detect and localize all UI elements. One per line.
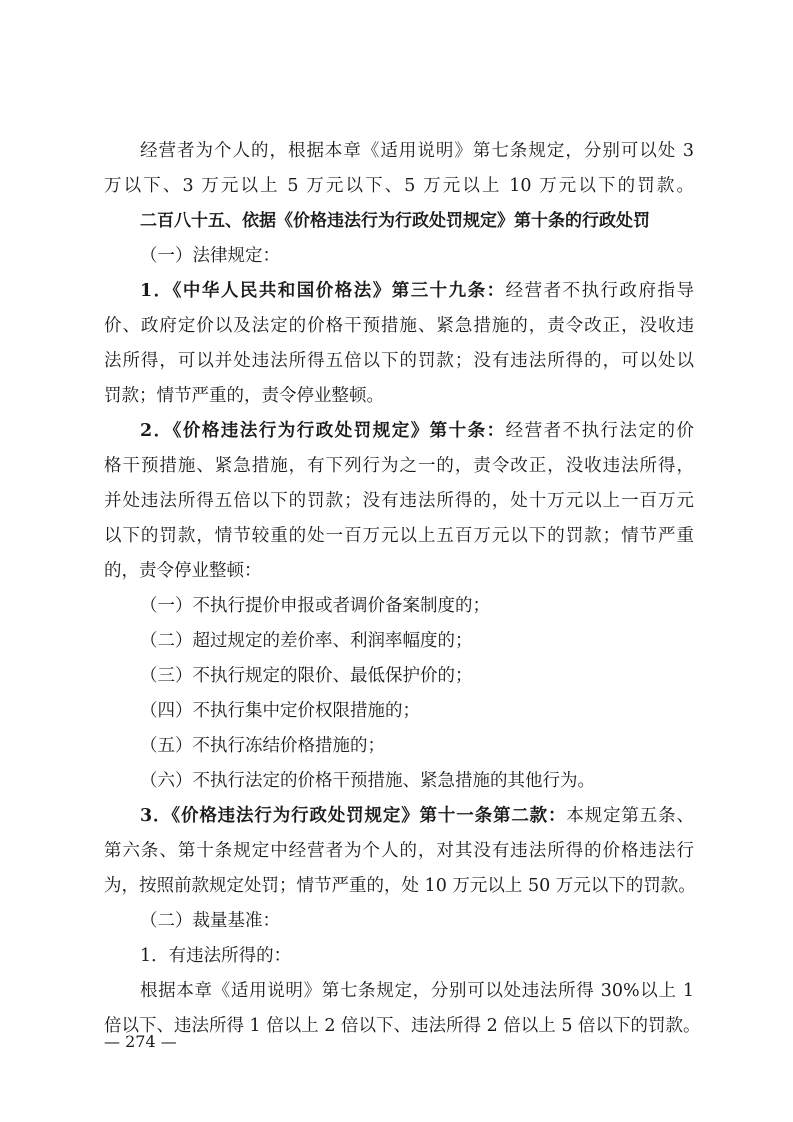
paragraph-line: 的，责令停业整顿： — [104, 561, 262, 581]
article-ref: 2．《价格违法行为行政处罚规定》第十条： — [140, 421, 506, 441]
paragraph-line — [104, 414, 694, 449]
article-ref: 3．《价格违法行为行政处罚规定》第十一条第二款： — [140, 806, 567, 826]
list-item: （三）不执行规定的限价、最低保护价的； — [140, 666, 473, 686]
paragraph-line: 以下的罚款，情节较重的处一百万元以上五百万元以下的罚款；情节严重 — [104, 526, 694, 546]
paragraph-line: 根据本章《适用说明》第七条规定，分别可以处违法所得 30%以上 1 — [140, 981, 694, 1001]
list-item: （四）不执行集中定价权限措施的； — [140, 701, 420, 721]
article-text: 经营者不执行法定的价 — [505, 421, 694, 441]
paragraph-line: 倍以下、违法所得 1 倍以上 2 倍以下、违法所得 2 倍以上 5 倍以下的罚款。 — [104, 1016, 701, 1036]
list-item: （二）超过规定的差价率、利润率幅度的； — [140, 631, 473, 651]
article-text: 经营者不执行政府指导 — [505, 281, 694, 301]
paragraph-line — [104, 799, 694, 834]
subsection-title: （一）法律规定： — [140, 246, 280, 266]
subsection-title: （二）裁量基准： — [140, 911, 280, 931]
paragraph-line: 并处违法所得五倍以下的罚款；没有违法所得的，处十万元以上一百万元 — [104, 491, 694, 511]
article-text: 本规定第五条、 — [566, 806, 694, 826]
paragraph-line: 罚款；情节严重的，责令停业整顿。 — [104, 386, 384, 406]
document-body — [104, 134, 701, 1044]
paragraph-line — [104, 274, 694, 309]
list-item: （六）不执行法定的价格干预措施、紧急措施的其他行为。 — [140, 771, 595, 791]
list-item: （一）不执行提价申报或者调价备案制度的； — [140, 596, 490, 616]
paragraph-line: 法所得，可以并处违法所得五倍以下的罚款；没有违法所得的，可以处以 — [104, 351, 694, 371]
list-item: （五）不执行冻结价格措施的； — [140, 736, 385, 756]
section-heading: 二百八十五、依据《价格违法行为行政处罚规定》第十条的行政处罚 — [140, 211, 650, 231]
page-number: — 274 — — [104, 1032, 177, 1051]
paragraph-line: 经营者为个人的，根据本章《适用说明》第七条规定，分别可以处 3 — [140, 141, 694, 161]
paragraph-line: 为，按照前款规定处罚；情节严重的，处 10 万元以上 50 万元以下的罚款。 — [104, 876, 696, 896]
article-ref: 1．《中华人民共和国价格法》第三十九条： — [140, 281, 506, 301]
paragraph-line: 格干预措施、紧急措施，有下列行为之一的，责令改正，没收违法所得， — [104, 456, 694, 476]
paragraph-line: 第六条、第十条规定中经营者为个人的，对其没有违法所得的价格违法行 — [104, 841, 694, 861]
subsection-item: 1．有违法所得的： — [140, 946, 292, 966]
paragraph-line: 万以下、3 万元以上 5 万元以下、5 万元以上 10 万元以下的罚款。 — [104, 176, 694, 196]
paragraph-line: 价、政府定价以及法定的价格干预措施、紧急措施的，责令改正，没收违 — [104, 316, 694, 336]
